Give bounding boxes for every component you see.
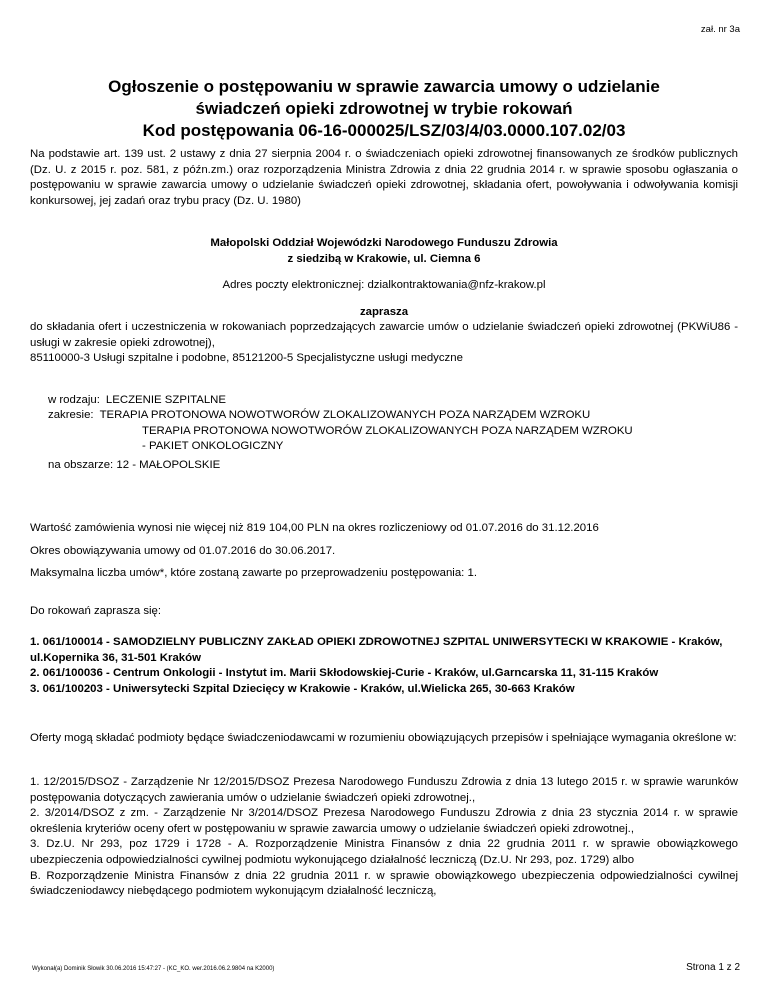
- service-type-value: LECZENIE SZPITALNE: [105, 394, 226, 406]
- list-item: B. Rozporządzenie Ministra Finansów z dnia 22 grudnia 2011 r. w sprawie obowiązkowego ubezpieczenia odpowiedzialności cywilnej świadczeniodawcy niebędącego podmiotem wykonującym działalność leczniczą,: [30, 869, 738, 898]
- title-line-2: świadczeń opieki zdrowotnej w trybie rokowań: [195, 99, 573, 118]
- contract-value: Wartość zamówienia wynosi nie więcej niż 819 104,00 PLN na okres rozliczeniowy od 01.07.2016 do 31.12.2016: [30, 522, 599, 534]
- organizer-name: Małopolski Oddział Wojewódzki Narodowego Funduszu Zdrowia: [210, 237, 558, 249]
- invite-heading: zaprasza: [359, 306, 409, 318]
- service-scope: [48, 408, 738, 455]
- document-title: [30, 76, 738, 142]
- list-item: 2. 3/2014/DSOZ z zm. - Zarządzenie Nr 3/2014/DSOZ Prezesa Narodowego Funduszu Zdrowia z dnia 23 stycznia 2014 r. w sprawie określenia kryteriów oceny ofert w postępowaniu w sprawie zawarcia umowy o udzielanie świadczeń opieki zdrowotnej.,: [30, 807, 738, 835]
- service-area: na obszarze: 12 - MAŁOPOLSKIE: [48, 459, 221, 471]
- invite-text: do składania ofert i uczestniczenia w rokowaniach poprzedzających zawarcie umów o udzielanie świadczeń opieki zdrowotnej (PKWiU86 - usługi w zakresie opieki zdrowotnej),: [30, 321, 738, 349]
- service-type-label: w rodzaju:: [48, 394, 100, 406]
- offers-text: Oferty mogą składać podmioty będące świadczeniodawcami w rozumieniu obowiązujących przepisów i spełniające wymagania określone w:: [30, 732, 737, 744]
- procedure-code: Kod postępowania 06-16-000025/LSZ/03/4/03.0000.107.02/03: [142, 121, 626, 140]
- organizer-address: z siedzibą w Krakowie, ul. Ciemna 6: [287, 253, 481, 265]
- list-item: 1. 12/2015/DSOZ - Zarządzenie Nr 12/2015/DSOZ Prezesa Narodowego Funduszu Zdrowia z dnia 13 lutego 2015 r. w sprawie warunków postępowania dotyczących zawierania umów o udzielanie świadczeń opieki zdrowotnej.,: [30, 776, 738, 804]
- service-scope-2-package: - PAKIET ONKOLOGICZNY: [142, 440, 284, 453]
- list-item: 2. 061/100036 - Centrum Onkologii - Instytut im. Marii Skłodowskiej-Curie - Kraków, ul.Garncarska 11, 31-115 Kraków: [30, 667, 659, 680]
- organizer-email: Adres poczty elektronicznej: dzialkontraktowania@nfz-krakow.pl: [222, 279, 546, 291]
- page-number: Strona 1 z 2: [686, 962, 740, 973]
- service-type: [48, 393, 226, 409]
- service-scope-1: TERAPIA PROTONOWA NOWOTWORÓW ZLOKALIZOWANYCH POZA NARZĄDEM WZROKU: [99, 409, 591, 421]
- requirements-list: [30, 775, 738, 900]
- annex-label: zał. nr 3a: [700, 24, 740, 35]
- list-item: 3. Dz.U. Nr 293, poz 1729 i 1728 - A. Rozporządzenie Ministra Finansów z dnia 22 grudnia 2011 r. w sprawie obowiązkowego ubezpieczenia odpowiedzialności cywilnej podmiotu wykonującego działalność leczniczą (Dz.U. Nr 293, poz. 1729) albo: [30, 838, 738, 866]
- invited-heading: Do rokowań zaprasza się:: [30, 605, 162, 617]
- list-item: 1. 061/100014 - SAMODZIELNY PUBLICZNY ZAKŁAD OPIEKI ZDROWOTNEJ SZPITAL UNIWERSYTECKI W KRAKOWIE - Kraków, ul.Kopernika 36, 31-501 Kraków: [30, 636, 723, 664]
- list-item: 3. 061/100203 - Uniwersytecki Szpital Dziecięcy w Krakowie - Kraków, ul.Wielicka 265, 30-663 Kraków: [30, 682, 575, 695]
- legal-basis: Na podstawie art. 139 ust. 2 ustawy z dnia 27 sierpnia 2004 r. o świadczeniach opieki zdrowotnej finansowanych ze środków publicznych (Dz. U. z 2015 r. poz. 581, z późn.zm.) oraz rozporządzenia Ministra Zdrowia z dnia 22 grudnia 2014 r. w sprawie sposobu ogłaszania o postępowaniu w sprawie zawarcia umowy o udzielanie świadczeń opieki zdrowotnej, składania ofert, powoływania i odwoływania komisji konkursowej, jej zadań oraz trybu pracy (Dz. U. 1980): [30, 148, 738, 207]
- service-scope-2: TERAPIA PROTONOWA NOWOTWORÓW ZLOKALIZOWANYCH POZA NARZĄDEM WZROKU: [142, 424, 633, 437]
- invited-list: [30, 635, 738, 697]
- contract-period: Okres obowiązywania umowy od 01.07.2016 do 30.06.2017.: [30, 545, 336, 557]
- max-contracts: Maksymalna liczba umów*, które zostaną zawarte po przeprowadzeniu postępowania: 1.: [30, 567, 477, 579]
- footer-author: Wykonał(a) Dominik Słowik 30.06.2016 15:47:27 - (KC_KO. wer.2016.06.2.9804 na K2000): [32, 966, 275, 972]
- title-line-1: Ogłoszenie o postępowaniu w sprawie zawarcia umowy o udzielanie: [108, 77, 660, 96]
- cpv-codes: 85110000-3 Usługi szpitalne i podobne, 85121200-5 Specjalistyczne usługi medyczne: [30, 352, 463, 364]
- service-scope-label: zakresie:: [48, 409, 94, 421]
